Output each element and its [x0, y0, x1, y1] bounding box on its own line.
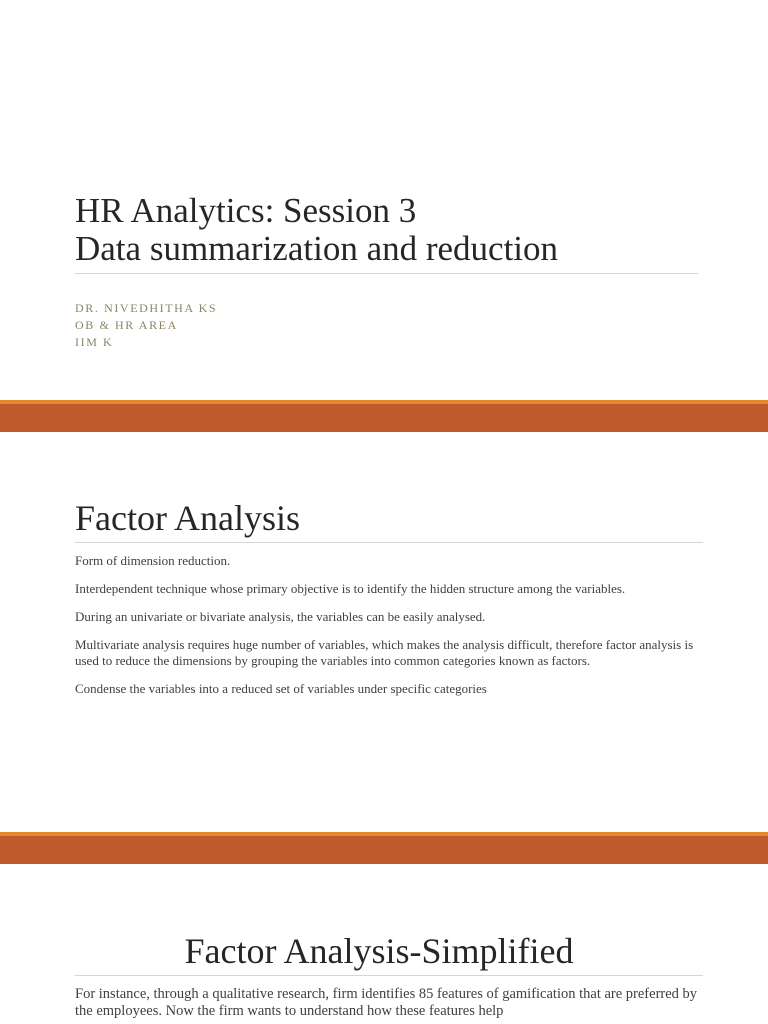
factor-analysis-slide — [0, 432, 768, 832]
author-name: DR. NIVEDHITHA KS — [75, 301, 218, 315]
slide-separator — [0, 400, 768, 432]
list-item: Multivariate analysis requires huge number of variables, which makes the analysis difficult, therefore factor analysis is used to reduce the dimensions by grouping the variables into common categories known as factors. — [75, 637, 694, 668]
list-item: Condense the variables into a reduced set of variables under specific categories — [75, 681, 487, 696]
slide-heading: Factor Analysis — [75, 498, 300, 538]
title-slide — [0, 0, 768, 400]
slide-heading: Factor Analysis-Simplified — [184, 931, 574, 971]
heading-rule — [75, 542, 703, 543]
slide-title-line-1: HR Analytics: Session 3 — [75, 191, 417, 230]
body-paragraph: For instance, through a qualitative research, firm identifies 85 features of gamification that are preferred by the employees. Now the firm wants to understand how these features help — [75, 986, 698, 1019]
list-item: Interdependent technique whose primary objective is to identify the hidden structure among the variables. — [75, 581, 626, 596]
author-department: OB & HR AREA — [75, 318, 178, 332]
title-divider-rule — [75, 273, 698, 274]
factor-analysis-simplified-slide — [0, 864, 768, 1024]
list-item: During an univariate or bivariate analysis, the variables can be easily analysed. — [75, 609, 486, 624]
list-item: Form of dimension reduction. — [75, 553, 231, 568]
author-institute: IIM K — [75, 335, 114, 349]
bullet-list — [75, 553, 705, 709]
slide-title-line-2: Data summarization and reduction — [75, 229, 559, 268]
slide-separator — [0, 832, 768, 864]
heading-rule — [75, 975, 703, 976]
